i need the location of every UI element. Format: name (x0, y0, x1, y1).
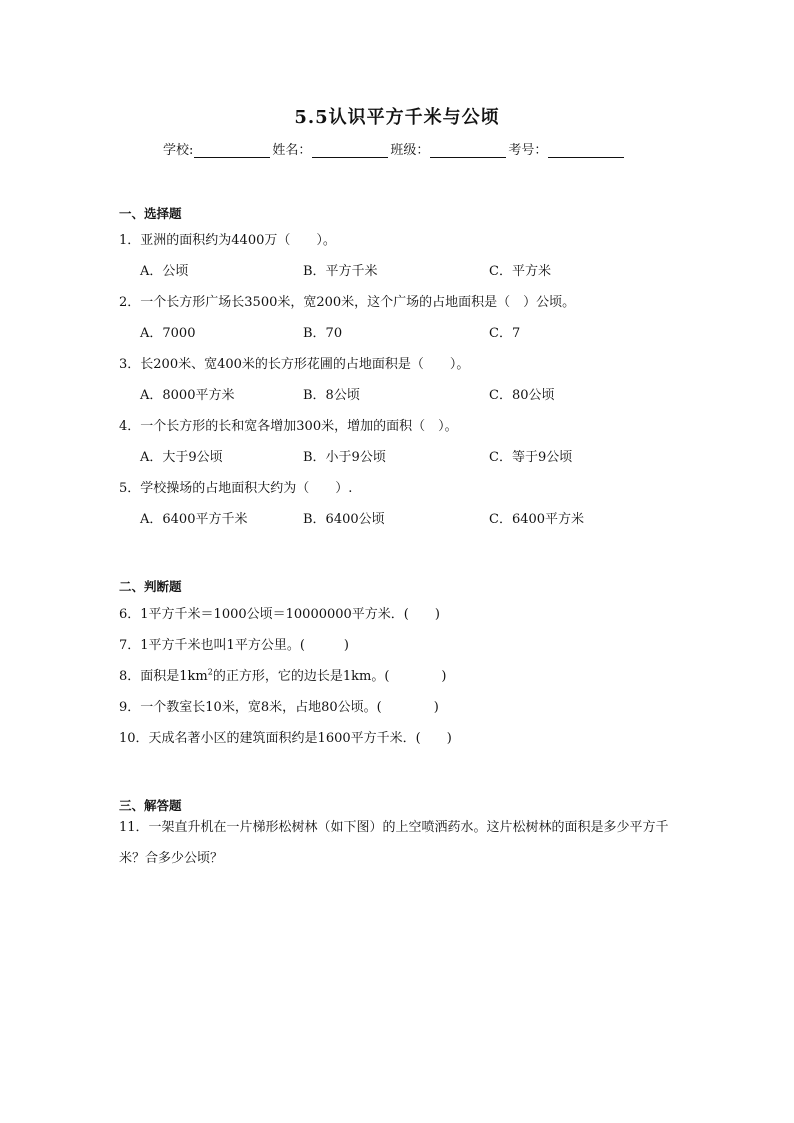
section-heading-choice: 一、选择题 (119, 206, 182, 221)
number-label: 考号： (508, 143, 548, 158)
question-11: 11．一架直升机在一片梯形松树林（如下图）的上空喷洒药水。这片松树林的面积是多少平方千米？合多少公顷？ (119, 820, 669, 866)
name-blank[interactable] (312, 143, 388, 158)
name-label: 姓名： (272, 143, 312, 158)
question-8 (119, 665, 446, 684)
option-b: B．平方千米 (303, 264, 378, 279)
question-8-superscript: 2 (207, 667, 213, 677)
option-c: C．80公顷 (489, 388, 555, 403)
option-a: A．8000平方米 (140, 388, 235, 403)
number-blank[interactable] (548, 143, 624, 158)
option-c: C．平方米 (489, 264, 551, 279)
question-5: 5．学校操场的占地面积大约为（ ）. (119, 481, 353, 496)
option-b: B．6400公顷 (303, 512, 385, 527)
section-heading-judge: 二、判断题 (119, 579, 182, 594)
option-b: B．8公顷 (303, 388, 360, 403)
option-c: C．7 (489, 326, 521, 341)
option-b: B．70 (303, 326, 343, 341)
option-c: C．等于9公顷 (489, 450, 573, 465)
question-4: 4．一个长方形的长和宽各增加300米，增加的面积（ ）。 (119, 419, 458, 434)
question-8-text-end: 的正方形，它的边长是1km。( ) (212, 669, 447, 684)
question-7: 7．1平方千米也叫1平方公里。( ) (119, 638, 349, 653)
question-6: 6．1平方千米＝1000公顷＝10000000平方米．( ) (119, 607, 440, 622)
student-info-line (163, 139, 626, 158)
option-a: A．大于9公顷 (140, 450, 223, 465)
option-a: A．7000 (140, 326, 196, 341)
option-a: A．公顷 (140, 264, 189, 279)
option-b: B．小于9公顷 (303, 450, 386, 465)
option-a: A．6400平方千米 (140, 512, 248, 527)
question-3: 3．长200米、宽400米的长方形花圃的占地面积是（ ）。 (119, 357, 470, 372)
question-8-text-start: 8．面积是1km (119, 669, 208, 684)
school-label: 学校: (163, 143, 194, 158)
school-blank[interactable] (194, 143, 270, 158)
class-label: 班级： (390, 143, 430, 158)
question-2: 2．一个长方形广场长3500米，宽200米，这个广场的占地面积是（ ）公顷。 (119, 295, 576, 310)
page-title: 5.5认识平方千米与公顷 (294, 107, 500, 128)
class-blank[interactable] (430, 143, 506, 158)
question-10: 10．天成名著小区的建筑面积约是1600平方千米．( ) (119, 731, 452, 746)
option-c: C．6400平方米 (489, 512, 585, 527)
question-1: 1．亚洲的面积约为4400万（ ）。 (119, 233, 336, 248)
section-heading-answer: 三、解答题 (119, 798, 182, 813)
question-9: 9．一个教室长10米，宽8米，占地80公顷。( ) (119, 700, 439, 715)
